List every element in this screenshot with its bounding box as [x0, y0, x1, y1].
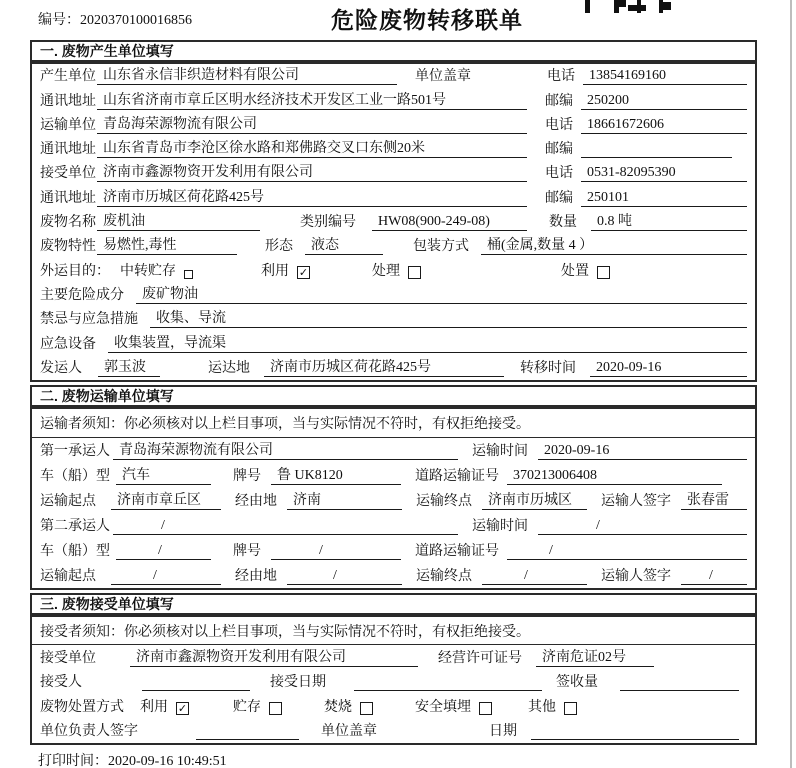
purpose-option-storage-label: 中转贮存	[120, 263, 176, 279]
emergency-equipment-label: 应急设备	[40, 336, 96, 352]
destination-value: 济南市历城区荷花路425号	[264, 356, 504, 377]
category-code-value: HW08(900-249-08)	[372, 214, 527, 231]
endpoint-label: 运输终点	[416, 569, 472, 584]
receiver-address-value: 济南市历城区荷花路425号	[97, 186, 527, 207]
plate-number-label: 牌号	[233, 544, 261, 559]
origin-label: 运输起点	[40, 494, 96, 509]
disposal-option-landfill-label: 安全填埋	[415, 699, 471, 715]
checkbox-utilize-checked: ✓	[177, 701, 188, 715]
section1-title: 一. 废物产生单位填写	[40, 43, 174, 59]
vehicle-type-value: 汽车	[116, 464, 211, 485]
emergency-measures-label: 禁忌与应急措施	[40, 312, 138, 328]
page-edge-line	[790, 0, 792, 768]
producer-label: 产生单位	[40, 69, 96, 85]
acceptor-value	[142, 674, 250, 691]
receiver-value: 济南市鑫源物资开发利用有限公司	[97, 161, 527, 182]
via-value: 济南	[287, 489, 402, 510]
origin-label: 运输起点	[40, 569, 96, 584]
transport-time-value: /	[538, 518, 747, 535]
producer-address-value: 山东省济南市章丘区明水经济技术开发区工业一路501号	[97, 89, 527, 110]
acceptor-label: 接受人	[40, 675, 82, 690]
disposal-option-incinerate-label: 焚烧	[324, 699, 352, 715]
phone-label: 电话	[545, 166, 573, 182]
plate-number-label: 牌号	[233, 469, 261, 484]
carrier-signature-label: 运输人签字	[601, 569, 671, 584]
checkbox-landfill	[479, 702, 492, 715]
producer-value: 山东省永信非织造材料有限公司	[97, 64, 397, 85]
via-label: 经由地	[235, 494, 277, 509]
zip-label: 邮编	[545, 190, 573, 206]
second-route-row	[32, 563, 755, 588]
receiver-label: 接受单位	[40, 166, 96, 182]
transporter-label: 运输单位	[40, 117, 96, 133]
print-time-label: 打印时间：	[38, 754, 108, 768]
first-route-row	[32, 488, 755, 513]
quantity-value: 0.8 吨	[591, 210, 747, 231]
waste-characteristics-row	[32, 234, 755, 258]
accepting-unit-value: 济南市鑫源物资开发利用有限公司	[130, 646, 418, 667]
transporter-notice-text: 运输者须知：你必须核对以上栏目事项，当与实际情况不符时，有权拒绝接受。	[40, 417, 530, 432]
section1-body	[30, 62, 757, 382]
plate-number-value: 鲁 UK8120	[271, 464, 401, 485]
transport-time-label: 运输时间	[472, 519, 528, 534]
producer-phone-value: 13854169160	[583, 68, 747, 85]
purpose-label: 外运目的：	[40, 263, 110, 279]
address-label: 通讯地址	[40, 93, 96, 109]
purpose-option-dispose-label: 处置	[561, 263, 589, 279]
first-vehicle-row	[32, 463, 755, 488]
purpose-option-treat-label: 处理	[372, 263, 400, 279]
accept-date-label: 接受日期	[270, 675, 326, 690]
carrier-signature-label: 运输人签字	[601, 494, 671, 509]
packaging-label: 包装方式	[413, 239, 469, 255]
transport-time-value: 2020-09-16	[538, 443, 747, 460]
date-label: 日期	[489, 724, 517, 739]
origin-value: /	[111, 568, 221, 585]
transporter-row	[32, 113, 755, 137]
responsible-signature-value	[196, 723, 299, 740]
characteristics-value: 易燃性,毒性	[97, 234, 237, 255]
receiver-phone-value: 0531-82095390	[581, 165, 747, 182]
waste-name-value: 废机油	[97, 210, 260, 231]
form-value: 液态	[305, 234, 383, 255]
acceptor-row	[32, 670, 755, 695]
disposal-option-utilize-label: 利用	[140, 699, 168, 715]
packaging-value: 桶(金属,数量 4 ）	[481, 234, 747, 255]
emergency-measures-row	[32, 307, 755, 331]
destination-label: 运达地	[208, 360, 250, 376]
section3-body	[30, 615, 757, 745]
road-permit-label: 道路运输证号	[415, 544, 499, 559]
unit-seal-label: 单位盖章	[321, 724, 377, 739]
waste-name-label: 废物名称	[40, 215, 96, 231]
category-code-label: 类别编号	[300, 215, 356, 231]
plate-number-value: /	[271, 543, 401, 560]
emergency-measures-value: 收集、导流	[150, 307, 747, 328]
endpoint-value: /	[482, 568, 587, 585]
disposal-method-label: 废物处置方式	[40, 699, 124, 715]
serial-number	[38, 9, 192, 29]
emergency-equipment-value: 收集装置，导流渠	[108, 332, 747, 353]
origin-value: 济南市章丘区	[111, 489, 221, 510]
business-permit-label: 经营许可证号	[438, 650, 522, 666]
second-vehicle-row	[32, 538, 755, 563]
date-value	[531, 723, 739, 740]
section2-title-box	[30, 385, 757, 407]
vehicle-type-label: 车（船）型	[40, 544, 110, 559]
via-label: 经由地	[235, 569, 277, 584]
page-title: 危险废物转移联单	[331, 7, 523, 33]
transporter-value: 青岛海荣源物流有限公司	[97, 113, 527, 134]
qr-code-partial	[585, 0, 673, 13]
responsible-signature-label: 单位负责人签字	[40, 724, 138, 739]
road-permit-label: 道路运输证号	[415, 469, 499, 484]
endpoint-label: 运输终点	[416, 494, 472, 509]
transporter-notice	[32, 409, 755, 438]
section1-title-box	[30, 40, 757, 62]
producer-row	[32, 64, 755, 88]
second-carrier-label: 第二承运人	[40, 519, 110, 534]
transfer-time-label: 转移时间	[520, 360, 576, 376]
receipt-quantity-label: 签收量	[556, 675, 598, 690]
section2-body	[30, 407, 757, 590]
serial-label: 编号：	[38, 13, 80, 28]
transfer-time-value: 2020-09-16	[590, 360, 747, 377]
section2-title: 二. 废物运输单位填写	[40, 388, 174, 404]
unit-seal-label: 单位盖章	[415, 69, 471, 85]
first-carrier-label: 第一承运人	[40, 444, 110, 459]
hazard-components-label: 主要危险成分	[40, 287, 124, 303]
quantity-label: 数量	[549, 215, 577, 231]
serial-value: 2020370100016856	[80, 13, 192, 28]
shipper-label: 发运人	[40, 360, 82, 376]
transporter-address-value: 山东省青岛市李沧区徐水路和郑佛路交叉口东侧20米	[97, 137, 527, 158]
section3-title-box	[30, 593, 757, 615]
accepting-unit-row	[32, 645, 755, 670]
carrier-signature-value: 张春雷	[681, 489, 747, 510]
second-carrier-row	[32, 513, 755, 538]
form-label: 形态	[265, 239, 293, 255]
vehicle-type-label: 车（船）型	[40, 469, 110, 484]
transporter-phone-value: 18661672606	[581, 117, 747, 134]
zip-label: 邮编	[545, 142, 573, 158]
receiver-notice	[32, 617, 755, 645]
responsible-signature-row	[32, 719, 755, 744]
first-carrier-value: 青岛海荣源物流有限公司	[113, 439, 458, 460]
emergency-equipment-row	[32, 331, 755, 355]
business-permit-value: 济南危证02号	[536, 646, 654, 667]
carrier-signature-value: /	[681, 568, 747, 585]
via-value: /	[287, 568, 402, 585]
road-permit-value: 370213006408	[507, 468, 722, 485]
purpose-option-utilize-label: 利用	[261, 263, 289, 279]
producer-address-row	[32, 88, 755, 112]
checkbox-treat	[408, 266, 421, 279]
waste-name-row	[32, 210, 755, 234]
hazard-components-row	[32, 283, 755, 307]
characteristics-label: 废物特性	[40, 239, 96, 255]
address-label: 通讯地址	[40, 142, 96, 158]
shipper-row	[32, 356, 755, 380]
checkbox-storage	[184, 270, 193, 279]
transporter-address-row	[32, 137, 755, 161]
checkbox-utilize-checked: ✓	[298, 265, 309, 279]
phone-label: 电话	[545, 117, 573, 133]
print-time-value: 2020-09-16 10:49:51	[108, 754, 227, 768]
checkbox-dispose	[597, 266, 610, 279]
address-label: 通讯地址	[40, 190, 96, 206]
transporter-zip-value	[581, 141, 732, 158]
checkbox-store	[269, 702, 282, 715]
second-carrier-value: /	[113, 518, 458, 535]
disposal-option-store-label: 贮存	[233, 699, 261, 715]
receipt-quantity-value	[620, 674, 739, 691]
phone-label: 电话	[547, 69, 575, 85]
producer-zip-value: 250200	[581, 93, 747, 110]
transport-time-label: 运输时间	[472, 444, 528, 459]
accept-date-value	[354, 674, 542, 691]
accepting-unit-label: 接受单位	[40, 650, 96, 666]
checkbox-other	[564, 702, 577, 715]
disposal-option-other-label: 其他	[528, 699, 556, 715]
vehicle-type-value: /	[116, 543, 211, 560]
hazard-components-value: 废矿物油	[136, 283, 747, 304]
receiver-notice-text: 接受者须知：你必须核对以上栏目事项，当与实际情况不符时，有权拒绝接受。	[40, 624, 530, 640]
road-permit-value: /	[507, 543, 747, 560]
disposal-method-row	[32, 694, 755, 719]
receiver-row	[32, 161, 755, 185]
section3-title: 三. 废物接受单位填写	[40, 596, 174, 612]
shipper-value: 郭玉波	[98, 356, 160, 377]
receiver-address-row	[32, 185, 755, 209]
zip-label: 邮编	[545, 93, 573, 109]
checkbox-incinerate	[360, 702, 373, 715]
endpoint-value: 济南市历城区	[482, 489, 587, 510]
receiver-zip-value: 250101	[581, 190, 747, 207]
print-time	[38, 750, 227, 768]
first-carrier-row	[32, 438, 755, 463]
transfer-purpose-row	[32, 258, 755, 282]
